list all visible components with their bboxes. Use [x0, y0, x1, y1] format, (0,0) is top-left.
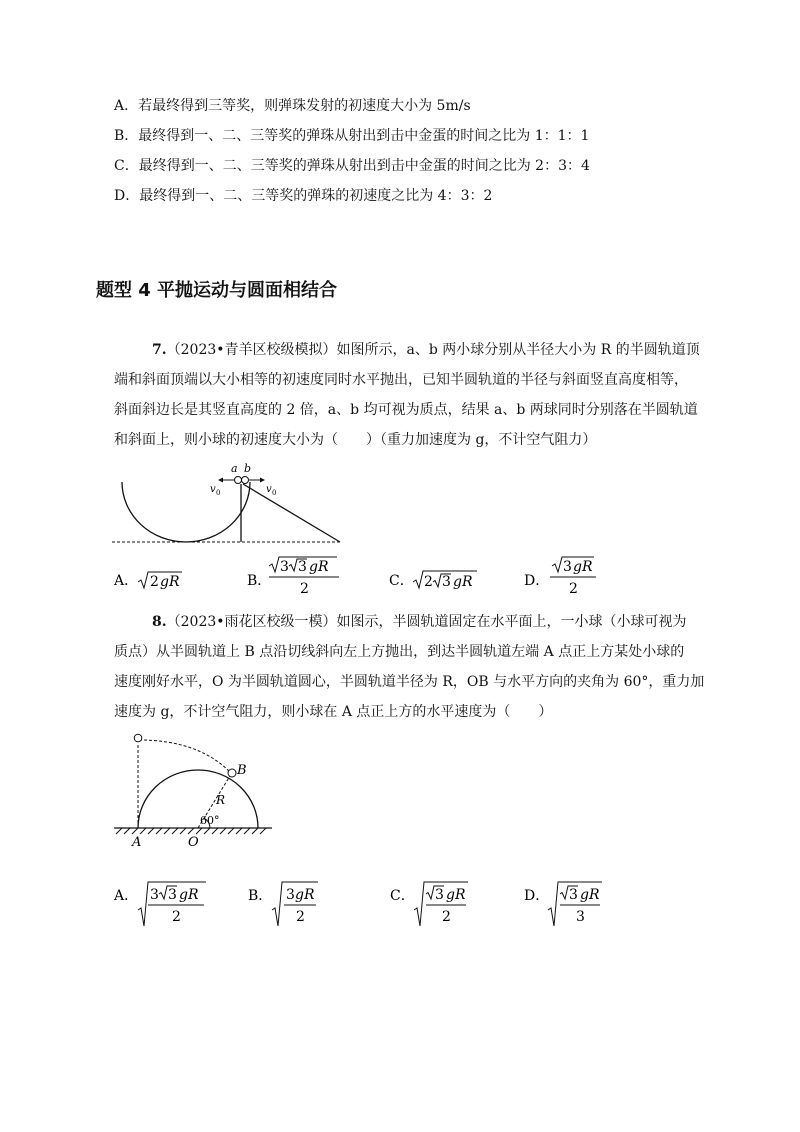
q8-choice-c-math	[390, 880, 480, 930]
q8-label-a: A	[132, 835, 142, 850]
q7-text-1: （2023•青羊区校级模拟）如图所示，a、b 两小球分别从半径大小为 R 的半圆轨道顶	[166, 342, 700, 358]
q7-choice-a-var: gR	[160, 574, 180, 590]
q7-choice-d-var: gR	[573, 559, 593, 575]
section-title: 题型 4 平抛运动与圆面相结合	[96, 280, 338, 301]
q7-choice-a-inner: 2	[150, 574, 159, 590]
q8-trajectory	[139, 740, 230, 772]
q7-choice-b-letter: B．	[247, 573, 272, 589]
q7-choice-b-den: 2	[300, 581, 309, 597]
q8-label-b: B	[237, 763, 247, 778]
q7-arrowhead-left	[218, 478, 223, 483]
prev-option-b: B．最终得到一、二、三等奖的弹珠从射出到击中金蛋的时间之比为 1：1：1	[114, 128, 590, 144]
q8-line-3: 速度刚好水平，O 为半圆轨道圆心，半圆轨道半径为 R，OB 与水平方向的夹角为 60°，重力加	[114, 674, 705, 690]
q8-choice-d-den: 3	[576, 909, 585, 925]
q7-choice-d-inner: 3	[563, 559, 572, 575]
q8-ground-hatching	[116, 828, 266, 834]
q7-line-4: 和斜面上，则小球的初速度大小为（ ）（重力加速度为 g，不计空气阻力）	[114, 432, 597, 448]
q7-number: 7.	[152, 342, 167, 358]
q8-line-1	[152, 612, 687, 632]
q7-choice-b-coef: 3	[280, 559, 289, 575]
q7-choice-d-math	[524, 556, 614, 600]
q8-figure	[108, 728, 278, 852]
q7-arrowhead-right	[260, 478, 265, 483]
q7-choice-b-var: gR	[309, 559, 329, 575]
q7-line-1	[152, 340, 700, 360]
q8-choice-d-math	[524, 880, 614, 930]
q8-number: 8.	[152, 614, 167, 630]
q8-choice-d-inner: 3	[569, 887, 578, 903]
prev-option-a: A．若最终得到三等奖，则弹珠发射的初速度大小为 5m/s	[114, 98, 471, 114]
q7-choice-c-math	[389, 570, 489, 592]
q7-label-a: a	[231, 462, 238, 475]
q7-choice-c-letter: C．	[389, 573, 414, 589]
q8-choice-b-letter: B．	[248, 888, 273, 904]
q7-choice-a-letter: A．	[114, 573, 139, 589]
q8-label-r: R	[216, 793, 226, 807]
q7-choice-b-inner: 3	[298, 559, 307, 575]
q7-figure	[108, 458, 348, 550]
q8-choice-a-var: gR	[179, 887, 199, 903]
q8-choice-d-var: gR	[580, 887, 600, 903]
q7-ball-a	[235, 477, 242, 484]
q8-line-2: 质点）从半圆轨道上 B 点沿切线斜向左上方抛出，到达半圆轨道左端 A 点正上方某处小球的	[114, 644, 685, 660]
q7-line-3: 斜面斜边长是其竖直高度的 2 倍，a、b 均可视为质点，结果 a、b 两球同时分别落在半圆轨道	[114, 402, 698, 418]
q7-incline-slope	[243, 484, 340, 542]
q8-choice-a-letter: A．	[114, 888, 139, 904]
q7-line-2: 端和斜面顶端以大小相等的初速度同时水平抛出，已知半圆轨道的半径与斜面竖直高度相等，	[114, 372, 688, 388]
q7-label-b: b	[244, 462, 252, 475]
q8-choice-c-inner: 3	[435, 887, 444, 903]
q8-choice-a-inner: 3	[168, 887, 177, 903]
q7-choice-a-math	[114, 570, 194, 592]
q7-label-v0-left: v	[210, 484, 216, 495]
q8-label-o: O	[188, 835, 199, 850]
q7-choice-c-outer: 2	[424, 574, 433, 590]
q8-choice-b-var: gR	[295, 887, 315, 903]
q8-label-angle: 60°	[200, 814, 220, 827]
q7-choice-d-den: 2	[569, 581, 578, 597]
q7-choice-c-var: gR	[453, 574, 473, 590]
q8-ball-top	[134, 734, 142, 742]
q7-label-v0-right: v	[266, 484, 272, 495]
q8-text-1: （2023•雨花区校级一模）如图示，半圆轨道固定在水平面上，一小球（小球可视为	[166, 614, 687, 630]
prev-option-c: C．最终得到一、二、三等奖的弹珠从射出到击中金蛋的时间之比为 2：3：4	[114, 158, 590, 174]
q8-semicircle-track	[138, 770, 258, 828]
q8-choice-a-coef: 3	[150, 887, 159, 903]
q8-choice-d-letter: D．	[524, 888, 550, 904]
q7-choice-c-inner: 3	[442, 574, 451, 590]
q8-line-4: 速度为 g，不计空气阻力，则小球在 A 点正上方的水平速度为（ ）	[114, 704, 553, 720]
q7-ball-b	[242, 477, 249, 484]
q7-choice-d-letter: D．	[524, 573, 550, 589]
q7-label-v0-right-sub: 0	[272, 489, 277, 497]
q8-choice-c-var: gR	[446, 887, 466, 903]
q7-semicircle-track	[122, 482, 250, 542]
prev-option-d: D．最终得到一、二、三等奖的弹珠的初速度之比为 4：3：2	[114, 188, 493, 204]
q8-choice-c-letter: C．	[390, 888, 415, 904]
q8-choice-b-math	[248, 880, 328, 930]
q8-choice-b-den: 2	[296, 909, 305, 925]
q7-choice-b-math	[247, 556, 347, 600]
q7-label-v0-left-sub: 0	[216, 489, 221, 497]
q8-choice-a-den: 2	[172, 909, 181, 925]
q8-choice-b-num: 3	[286, 887, 295, 903]
q8-choice-a-math	[114, 880, 214, 930]
q8-choice-c-den: 2	[442, 909, 451, 925]
q8-ball-b	[228, 769, 236, 777]
